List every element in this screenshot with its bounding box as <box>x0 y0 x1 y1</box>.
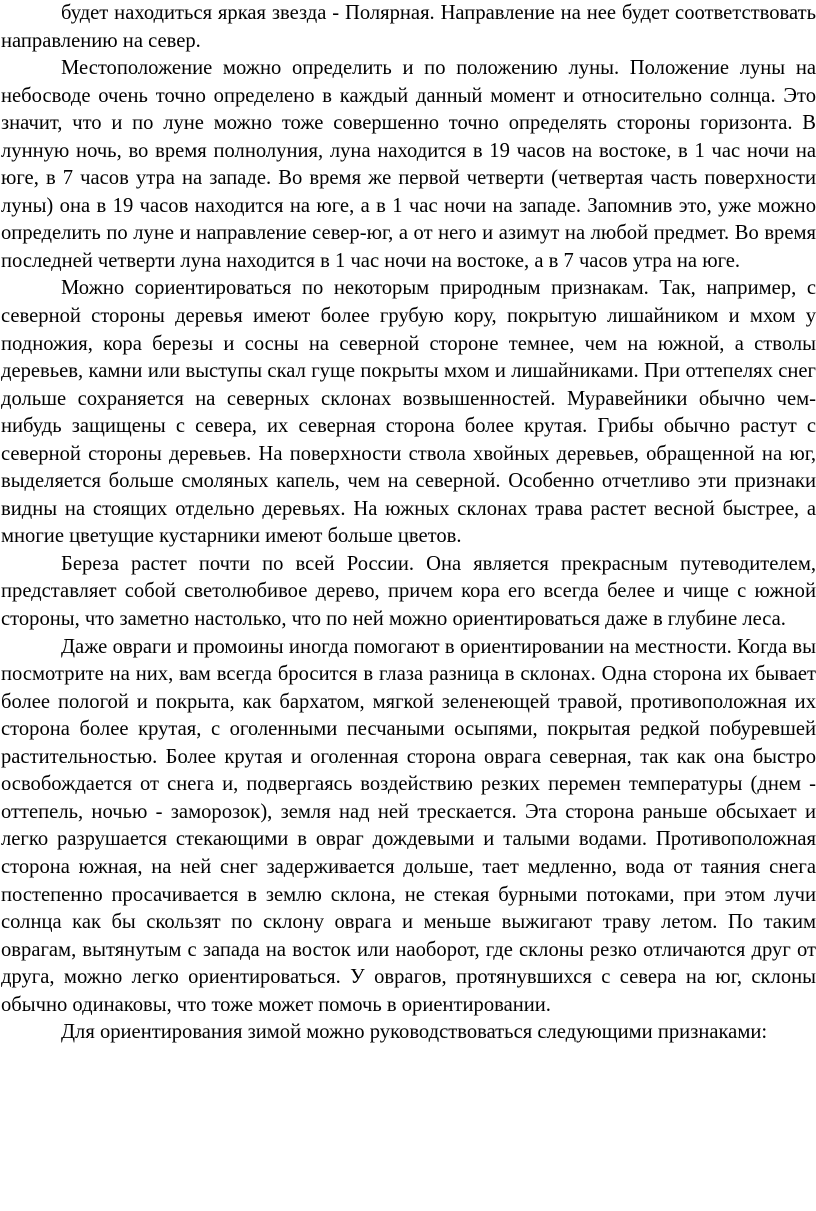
paragraph-birch: Береза растет почти по всей России. Она является прекрасным путеводителем, представляет собой светолюбивое дерево, причем кора его всегда белее и чище с южной стороны, что заметно настолько, что по ней можно ориентироваться даже в глубине леса. <box>1 552 816 631</box>
paragraph-natural-signs: Можно сориентироваться по некоторым природным признакам. Так, например, с северной стороны деревья имеют более грубую кору, покрытую лишайником и мхом у подножия, кора березы и сосны на северной стороне темнее, чем на южной, а стволы деревьев, камни или выступы скал гуще покрыты мхом и лишайниками. При оттепелях снег дольше сохраняется на северных склонах возвышенностей. Муравейники обычно чем-нибудь защищены с севера, их северная сторона более крутая. Грибы обычно растут с северной стороны деревьев. На поверхности ствола хвойных деревьев, обращенной на юг, выделяется больше смоляных капель, чем на северной. Особенно отчетливо эти признаки видны на стоящих отдельно деревьях. На южных склонах трава растет весной быстрее, а многие цветущие кустарники имеют больше цветов. <box>1 277 816 548</box>
paragraph-winter-signs: Для ориентирования зимой можно руководствоваться следующими признаками: <box>61 1021 768 1044</box>
paragraph-moon-orientation: Местоположение можно определить и по положению луны. Положение луны на небосводе очень точно определено в каждый данный момент и относительно солнца. Это значит, что и по луне можно тоже совершенно точно определять стороны горизонта. В лунную ночь, во время полнолуния, луна находится в 19 часов на востоке, в 1 час ночи на юге, в 7 часов утра на западе. Во время же первой четверти (четвертая часть поверхности луны) она в 19 часов находится на юге, а в 1 час ночи на западе. Запомнив это, уже можно определить по луне и направление север-юг, а от него и азимут на любой предмет. Во время последней четверти луна находится в 1 час ночи на востоке, а в 7 часов утра на юге. <box>1 57 816 272</box>
paragraph-ravines: Даже овраги и промоины иногда помогают в ориентировании на местности. Когда вы посмотрите на них, вам всегда бросится в глаза разница в склонах. Одна сторона их бывает более пологой и покрыта, как бархатом, мягкой зеленеющей травой, противоположная их сторона более крутая, с оголенными песчаными осыпями, покрытая редкой побуревшей растительностью. Более крутая и оголенная сторона оврага северная, так как она быстро освобождается от снега и, подвергаясь воздействию резких перемен температуры (днем - оттепель, ночью - заморозок), земля над ней трескается. Эта сторона раньше обсыхает и легко разрушается стекающими в овраг дождевыми и талыми водами. Противоположная сторона южная, на ней снег задерживается дольше, тает медленно, вода от таяния снега постепенно просачивается в землю склона, не стекая бурными потоками, при этом лучи солнца как бы скользят по склону оврага и меньше выжигают траву летом. По таким оврагам, вытянутым с запада на восток или наоборот, где склоны резко отличаются друг от друга, можно легко ориентироваться. У оврагов, протянувшихся с севера на юг, склоны обычно одинаковы, что тоже может помочь в ориентировании. <box>1 635 816 1016</box>
paragraph-polar-star: будет находиться яркая звезда - Полярная. Направление на нее будет соответствовать направлению на север. <box>1 2 816 52</box>
